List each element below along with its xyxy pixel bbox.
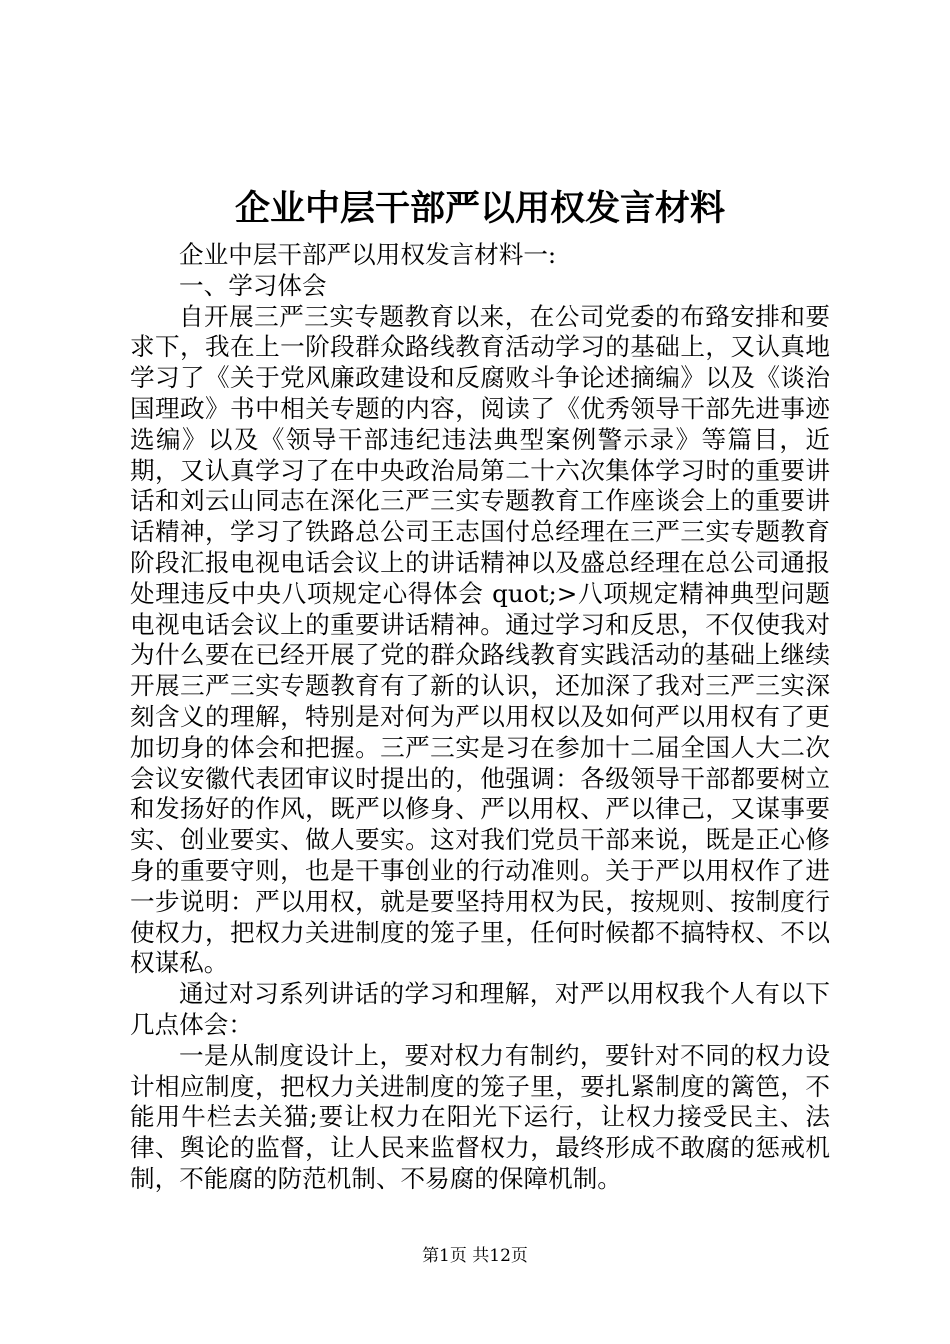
paragraph-body: 一是从制度设计上，要对权力有制约，要针对不同的权力设计相应制度，把权力关进制度的笼子里，要扎紧制度的篱笆，不能用牛栏去关猫;要让权力在阳光下运行，让权力接受民主、法律、舆论的监督，让人民来监督权力，最终形成不敢腐的惩戒机制，不能腐的防范机制、不易腐的保障机制。	[130, 1040, 830, 1193]
document-title: 企业中层干部严以用权发言材料	[234, 188, 725, 229]
paragraph-subtitle: 企业中层干部严以用权发言材料一:	[179, 240, 557, 269]
paragraph-section-heading: 一、学习体会	[179, 270, 327, 300]
paragraph-body: 自开展三严三实专题教育以来，在公司党委的布臵安排和要求下，我在上一阶段群众路线教育活动学习的基础上，又认真地学习了《关于党风廉政建设和反腐败斗争论述摘编》以及《谈治国理政》书中相关专题的内容，阅读了《优秀领导干部先进事迹选编》以及《领导干部违纪违法典型案例警示录》等篇目，近期，又认真学习了在中央政治局第二十六次集体学习时的重要讲话和刘云山同志在深化三严三实专题教育工作座谈会上的重要讲话精神，学习了铁路总公司王志国付总经理在三严三实专题教育阶段汇报电视电话会议上的讲话精神以及盛总经理在总公司通报处理违反中央八项规定心得体会 quot;>八项规定精神典型问题电视电话会议上的重要讲话精神。通过学习和反思，不仅使我对为什么要在已经开展了党的群众路线教育实践活动的基础上继续开展三严三实专题教育有了新的认识，还加深了我对三严三实深刻含义的理解，特别是对何为严以用权以及如何严以用权有了更加切身的体会和把握。三严三实是习在参加十二届全国人大二次会议安徽代表团审议时提出的，他强调：各级领导干部都要树立和发扬好的作风，既严以修身、严以用权、严以律己，又谋事要实、创业要实、做人要实。这对我们党员干部来说，既是正心修身的重要守则，也是干事创业的行动准则。关于严以用权作了进一步说明：严以用权，就是要坚持用权为民，按规则、按制度行使权力，把权力关进制度的笼子里，任何时候都不搞特权、不以权谋私。	[130, 301, 830, 978]
page-number-footer: 第1页 共12页	[422, 1246, 528, 1266]
document-body	[130, 180, 830, 1195]
paragraph-body: 通过对习系列讲话的学习和理解，对严以用权我个人有以下几点体会：	[130, 979, 830, 1039]
